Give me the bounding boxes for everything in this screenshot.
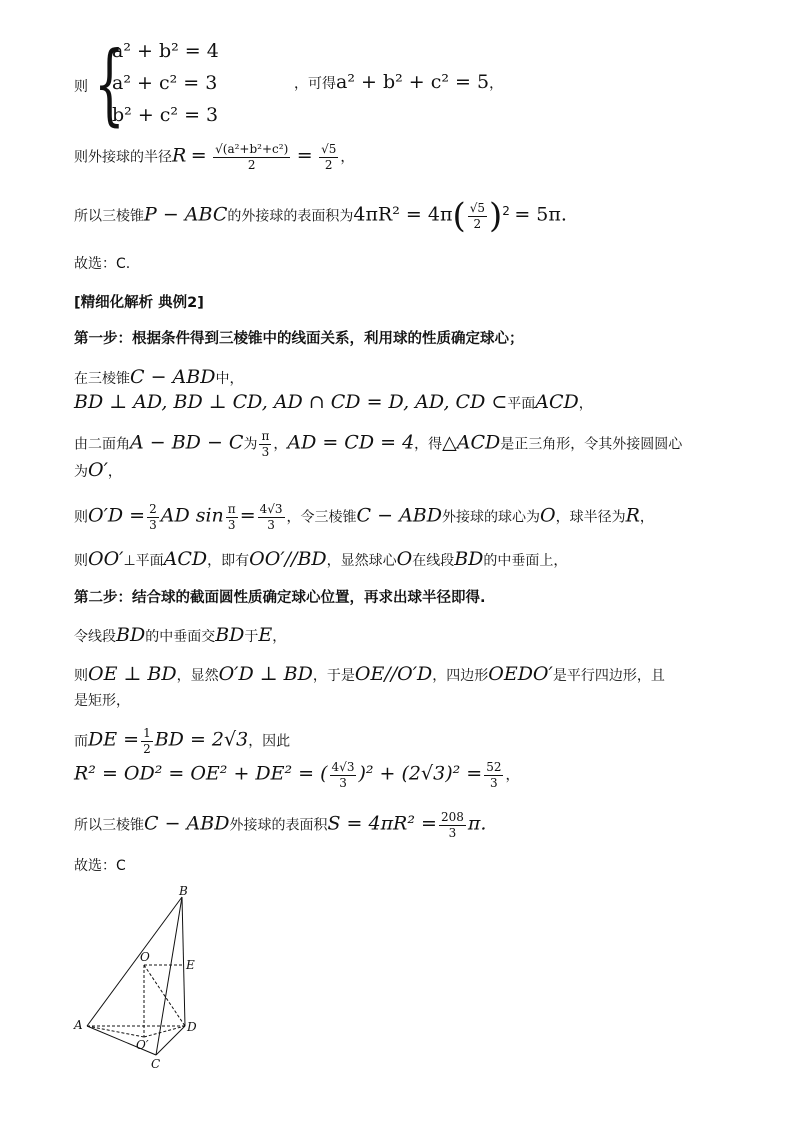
label-O-prime: O′	[136, 1038, 149, 1052]
line-rectangle: 是矩形，	[74, 693, 130, 709]
line-od: 则O′D = $\frac{2}{3}$ AD sin $\frac{\pi}{3}$ = $\frac{4√3}{3}$ ，令三棱锥C − ABD外接球的球心为O，球半径为R，	[74, 502, 654, 532]
section-heading: [精细化解析 典例2]	[74, 295, 204, 311]
equation-2: a² + c² = 3	[112, 72, 218, 94]
line-circumcenter: 为O′，	[74, 459, 122, 481]
label-O: O	[140, 950, 150, 964]
equation-1: a² + b² = 4	[112, 40, 219, 62]
step-1-heading: 第一步：根据条件得到三棱锥中的线面关系，利用球的性质确定球心；	[74, 331, 524, 347]
radius-line: 则外接球的半径R = $\frac{\text{√(a²+b²+c²)}}{2}$ = $\frac{√5}{2}$ ，	[74, 142, 355, 172]
pyramid-figure	[60, 885, 220, 1085]
equation-3: b² + c² = 3	[112, 104, 219, 126]
label-D: D	[187, 1020, 197, 1034]
label-A: A	[74, 1018, 83, 1032]
label-B: B	[179, 885, 188, 898]
label-E: E	[186, 958, 195, 972]
surface-area-line-1: 所以三棱锥P − ABC的外接球的表面积为4πR² = 4π( $\frac{√5}{2}$ )$^2$ = 5π.	[74, 196, 567, 236]
line-de: 而DE = $\frac{1}{2}$ BD = 2√3，因此	[74, 726, 291, 756]
text-ze: 则	[74, 79, 88, 95]
derived-sum: ，可得a² + b² + c² = 5，	[294, 71, 504, 93]
answer-2: 故选：C	[74, 858, 126, 874]
line-oo: 则OO′⊥平面ACD，即有OO′//BD，显然球心O在线段BD的中垂面上，	[74, 548, 568, 570]
label-C: C	[151, 1057, 161, 1071]
equation-system	[74, 32, 534, 135]
line-r-squared: R² = OD² = OE² + DE² = ( $\frac{4√3}{3}$ )² + (2√3)² = $\frac{52}{3}$ ，	[74, 760, 520, 790]
line-pyramid: 在三棱锥C − ABD中，	[74, 366, 244, 388]
surface-area-line-2: 所以三棱锥C − ABD外接球的表面积S = 4πR² = $\frac{208}{3}$ π.	[74, 810, 487, 840]
line-perpendiculars: BD ⊥ AD, BD ⊥ CD, AD ∩ CD = D, AD, CD ⊂平面ACD，	[74, 391, 593, 413]
line-midplane: 令线段BD的中垂面交BD于E，	[74, 624, 287, 646]
answer-1: 故选：C.	[74, 256, 131, 272]
left-brace: {	[94, 32, 125, 135]
step-2-heading: 第二步：结合球的截面圆性质确定球心位置，再求出球半径即得.	[74, 590, 486, 606]
line-dihedral: 由二面角A − BD − C为 $\frac{\pi}{3}$ ，AD = CD = 4，得△ACD是正三角形，令其外接圆圆心	[74, 429, 683, 459]
line-parallelogram: 则OE ⊥ BD，显然O′D ⊥ BD，于是OE//O′D，四边形OEDO′是平行四边形，且	[74, 663, 665, 685]
